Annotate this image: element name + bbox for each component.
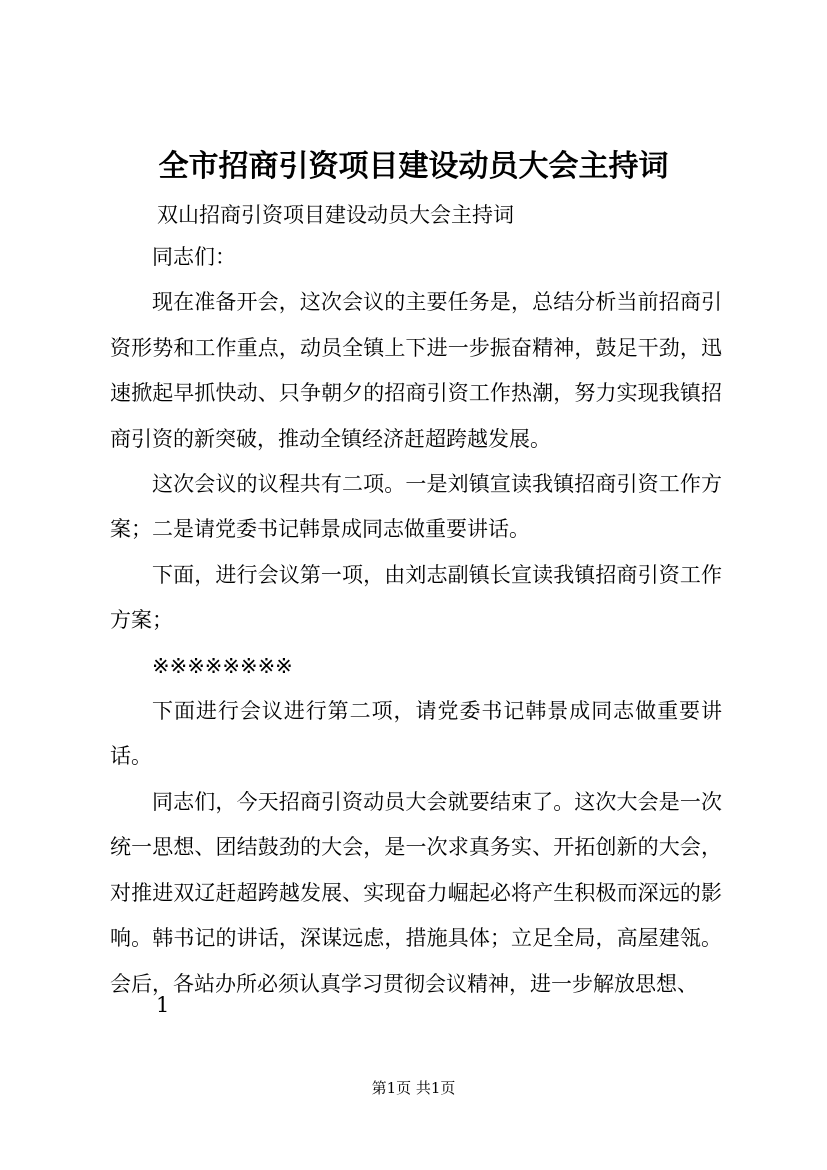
page-footer: 第1页 共1页 xyxy=(371,1079,456,1097)
paragraph-5: 同志们，今天招商引资动员大会就要结束了。这次大会是一次统一思想、团结鼓劲的大会，是一次求真务实、开拓创新的大会，对推进双辽赶超跨越发展、实现奋力崛起必将产生积极而深远的影响。韩书记的讲话，深谋远虑，措施具体；立足全局，高屋建瓴。会后，各站办所必须认真学习贯彻会议精神，进一步解放思想、 xyxy=(110,789,722,996)
paragraph-4: 下面进行会议进行第二项，请党委书记韩景成同志做重要讲话。 xyxy=(110,699,722,769)
paragraph-2: 这次会议的议程共有二项。一是刘镇宣读我镇招商引资工作方案；二是请党委书记韩景成同志做重要讲话。 xyxy=(110,472,722,542)
document-body xyxy=(110,235,722,1007)
paragraph-3: 下面，进行会议第一项，由刘志副镇长宣读我镇招商引资工作方案； xyxy=(110,562,722,633)
document-title: 全市招商引资项目建设动员大会主持词 xyxy=(158,149,669,184)
page-number-inline: 1 xyxy=(156,993,170,1017)
paragraph-1: 现在准备开会，这次会议的主要任务是，总结分析当前招商引资形势和工作重点，动员全镇上下进一步振奋精神，鼓足干劲，迅速掀起早抓快动、只争朝夕的招商引资工作热潮，努力实现我镇招商引资的新突破，推动全镇经济赶超跨越发展。 xyxy=(110,290,722,451)
greeting: 同志们： xyxy=(152,245,236,269)
document-subtitle: 双山招商引资项目建设动员大会主持词 xyxy=(157,203,514,227)
paragraph-separator: ※※※※※※※※ xyxy=(152,653,293,678)
